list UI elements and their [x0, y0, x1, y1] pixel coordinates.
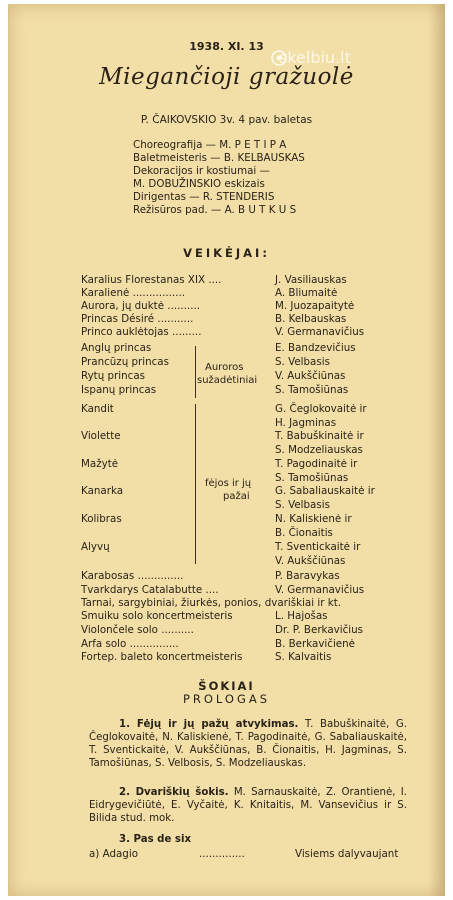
cast-actor: B. Čionaitis	[275, 527, 333, 539]
cast-actor: L. Hajošas	[275, 610, 328, 622]
ballet-subtitle: P. ČAIKOVSKIO 3v. 4 pav. baletas	[140, 114, 313, 126]
dance-title: 3. Pas de six	[119, 834, 192, 845]
adagio-value: Visiems dalyvaujant	[295, 848, 399, 860]
cast-heading: VEIKĖJAI:	[183, 246, 270, 260]
dance-dancers: T. Babuškinaitė, G. Čeglokovaitė, N. Kaliskienė, T. Pagodinaitė, G. Sabaliauskaitė, T. Sventickaitė, V. Aukščiūnas, B. Čionaitis, H. Jagminas, S. Tamošiūnas, S. Velbosis, S. Modzeliauskas.	[89, 719, 408, 769]
credit-line: Režisūros pad. — A. B U T K U S	[133, 204, 297, 216]
credit-line: M. DOBUŽINSKIO eskizais	[133, 178, 265, 190]
cast-role: Tvarkdarys Catalabutte ....	[81, 584, 219, 596]
cast-role: Violette	[81, 430, 121, 442]
adagio-label: a) Adagio	[89, 848, 139, 860]
fairies-group-label: fėjos ir jų	[205, 478, 252, 489]
cast-role: Karabosas ..............	[81, 570, 184, 582]
cast-actor: S. Tamošiūnas	[275, 384, 349, 396]
cast-actor: B. Berkavičienė	[275, 638, 356, 650]
dance-title: 2. Dvariškių šokis.	[119, 787, 229, 798]
dance-item	[89, 786, 407, 825]
cast-actor: T. Pagodinaitė ir	[275, 458, 358, 470]
credit-line: Choreografija — M. P E T I P A	[133, 139, 287, 151]
cast-role: Kolibras	[81, 513, 122, 525]
cast-actor: B. Kelbauskas	[275, 313, 347, 325]
cast-actor: Dr. P. Berkavičius	[275, 624, 364, 636]
fairies-brace	[195, 404, 196, 564]
prologue-heading: PROLOGAS	[182, 692, 271, 706]
cast-role: Ispanų princas	[81, 384, 157, 396]
paper-fold-shadow	[428, 4, 444, 896]
cast-actor: V. Germanavičius	[275, 326, 365, 338]
cast-role: Aurora, jų duktė ..........	[81, 300, 201, 312]
cast-role: Rytų princas	[81, 370, 146, 382]
cast-actor: T. Sventickaitė ir	[275, 541, 361, 553]
performance-date: 1938. XI. 13	[189, 40, 264, 53]
cast-role: Violončele solo ..........	[81, 624, 194, 636]
cast-role: Alyvų	[81, 541, 110, 553]
cast-actor: H. Jagminas	[275, 417, 337, 429]
cast-actor: T. Babuškinaitė ir	[275, 430, 364, 442]
cast-role: Mažytė	[81, 458, 119, 470]
cast-actor: V. Germanavičius	[275, 584, 365, 596]
cast-role: Princas Désiré ...........	[81, 313, 194, 325]
cast-actor: S. Velbasis	[275, 356, 330, 368]
dance-dancers: M. Sarnauskaitė, Z. Orantienė, I. Eidrygevičiūtė, E. Vyčaitė, K. Knitaitis, M. Vansevičius ir S. Bilida stud. mok.	[89, 787, 407, 824]
cast-role: Tarnai, sargybiniai, žiurkės, ponios, dvariškiai ir kt.	[81, 597, 342, 609]
princes-brace	[195, 346, 196, 398]
cast-role: Kandit	[81, 403, 114, 415]
cast-actor: S. Velbasis	[275, 499, 330, 511]
cast-role: Fortep. baleto koncertmeisteris	[81, 651, 243, 663]
cast-actor: S. Tamošiūnas	[275, 472, 349, 484]
cast-role: Arfa solo ...............	[81, 638, 179, 650]
cast-actor: N. Kaliskienė ir	[275, 513, 352, 525]
fairies-group-label: pažai	[223, 491, 250, 502]
cast-role: Karalienė ................	[81, 287, 185, 299]
cast-actor: E. Bandzevičius	[275, 342, 356, 354]
princes-group-label: Auroros	[205, 362, 244, 373]
dance-title: 1. Fėjų ir jų pažų atvykimas.	[119, 719, 299, 730]
cast-actor: A. Bliumaitė	[275, 287, 338, 299]
cast-actor: V. Aukščiūnas	[275, 370, 346, 382]
cast-role: Anglų princas	[81, 342, 152, 354]
cast-actor: J. Vasiliauskas	[275, 274, 347, 286]
dances-heading: ŠOKIAI	[198, 679, 255, 693]
princes-group-label: sužadėtiniai	[197, 375, 258, 386]
credit-line: Baletmeisteris — B. KELBAUSKAS	[133, 152, 305, 164]
cast-actor: G. Čeglokovaitė ir	[275, 403, 367, 415]
cast-actor: V. Aukščiūnas	[275, 555, 346, 567]
program-sheet	[8, 4, 445, 896]
adagio-dots: ..............	[199, 848, 245, 860]
dance-item	[89, 718, 407, 770]
dance-item	[89, 833, 407, 846]
cast-role: Smuiku solo koncertmeisteris	[81, 610, 233, 622]
credit-line: Dekoracijos ir kostiumai —	[133, 165, 270, 177]
cast-role: Kanarka	[81, 485, 124, 497]
watermark-text: skelbiu.lt	[279, 48, 351, 67]
cast-actor: G. Sabaliauskaitė ir	[275, 485, 375, 497]
cast-actor: S. Kalvaitis	[275, 651, 332, 663]
ballet-title: Miegančioji gražuolė	[99, 64, 354, 90]
cast-role: Karalius Florestanas XIX ....	[81, 274, 222, 286]
cast-actor: M. Juozapaitytė	[275, 300, 355, 312]
cast-role: Princo auklėtojas .........	[81, 326, 202, 338]
cast-actor: S. Modzeliauskas	[275, 444, 363, 456]
credit-line: Dirigentas — R. STENDERIS	[133, 191, 275, 203]
cast-role: Prancūzų princas	[81, 356, 169, 368]
cast-actor: P. Baravykas	[275, 570, 340, 582]
